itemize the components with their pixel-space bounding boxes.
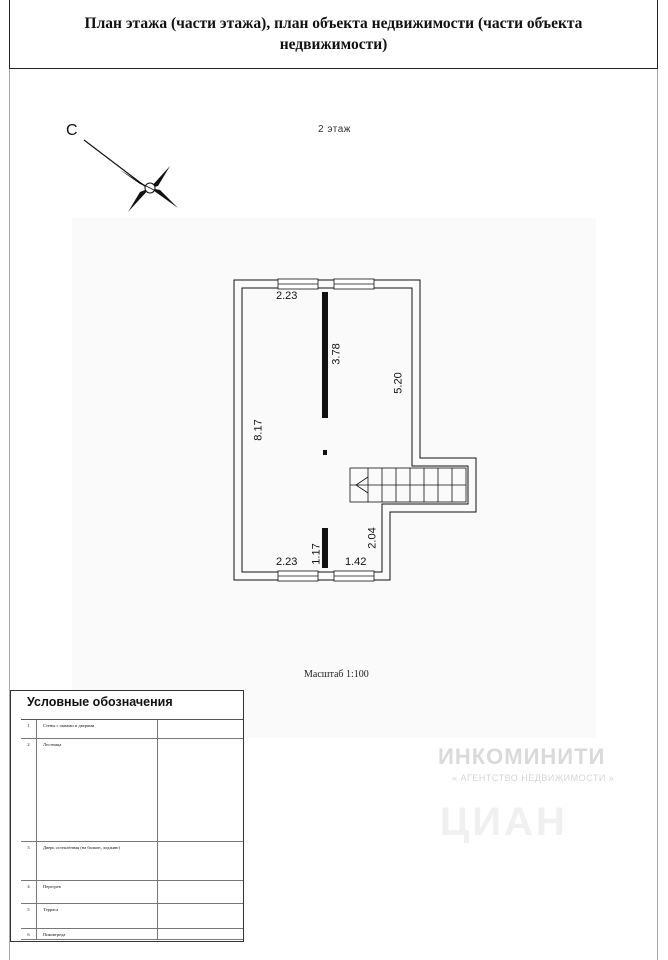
legend-row-symbol — [157, 929, 244, 939]
legend-row-symbol — [157, 842, 244, 880]
legend-row-symbol — [157, 720, 244, 738]
legend-title: Условные обозначения — [27, 695, 173, 709]
document-title-text: План этажа (части этажа), план объекта недвижимости (части объекта недвижимости) — [84, 15, 583, 53]
scale-label: Масштаб 1:100 — [304, 669, 369, 680]
watermark-brand-2: ЦИАН — [440, 800, 568, 844]
legend-row-text: Стены с окнами и дверями — [43, 723, 95, 728]
legend-row-text: Терраса — [43, 907, 59, 912]
legend-row-text: Лестница — [43, 742, 62, 747]
column-marker — [323, 450, 327, 455]
legend-row-num: 1 — [21, 720, 37, 738]
window-top-right — [334, 279, 374, 289]
legend-table — [21, 719, 243, 940]
legend-row-num: 4 — [21, 881, 37, 903]
dim-bottom-left-width: 2.23 — [276, 556, 298, 568]
legend-row-text: Перегрев — [43, 884, 61, 889]
legend-row — [21, 739, 243, 842]
outer-walls — [234, 280, 476, 580]
legend-row-num: 2 — [21, 739, 37, 841]
legend-row-symbol — [157, 739, 244, 841]
legend-row — [21, 720, 243, 739]
legend-row-num: 3 — [21, 842, 37, 880]
dim-right-wall: 5.20 — [392, 372, 405, 394]
legend-row-num: 5 — [21, 904, 37, 928]
dim-left-wall: 8.17 — [252, 419, 265, 441]
compass-north-label: С — [66, 122, 78, 139]
window-top-left — [278, 279, 318, 289]
legend-row-text: Дверь остеклённая (на балкон, лоджию) — [43, 845, 120, 850]
legend-row-symbol — [157, 881, 244, 903]
legend-row — [21, 904, 243, 929]
floor-label: 2 этаж — [318, 124, 351, 135]
dim-inner-wall: 3.78 — [330, 343, 343, 365]
stair-icon — [350, 468, 466, 502]
window-bottom-left — [278, 571, 318, 581]
dim-top-left-width: 2.23 — [276, 290, 298, 302]
watermark-brand: ИНКОМИНИТИ — [438, 744, 606, 769]
legend-row-symbol — [157, 904, 244, 928]
watermark-subtitle: « АГЕНТСТВО НЕДВИЖИМОСТИ » — [452, 773, 615, 783]
legend-row — [21, 881, 243, 904]
dim-stair-recess: 2.04 — [366, 527, 379, 549]
inner-partition-top — [322, 292, 328, 418]
dim-bottom-right-width: 1.42 — [345, 556, 367, 568]
compass-icon — [84, 140, 178, 212]
legend-row — [21, 842, 243, 881]
dim-bottom-inner-wall: 1.17 — [310, 543, 323, 565]
legend-row-text: Пиковтреда — [43, 932, 66, 937]
legend-row — [21, 929, 243, 940]
window-bottom-right — [334, 571, 374, 581]
inner-partition-bottom — [322, 528, 328, 568]
legend-row-num: 6 — [21, 929, 37, 939]
legend-panel — [10, 690, 244, 942]
